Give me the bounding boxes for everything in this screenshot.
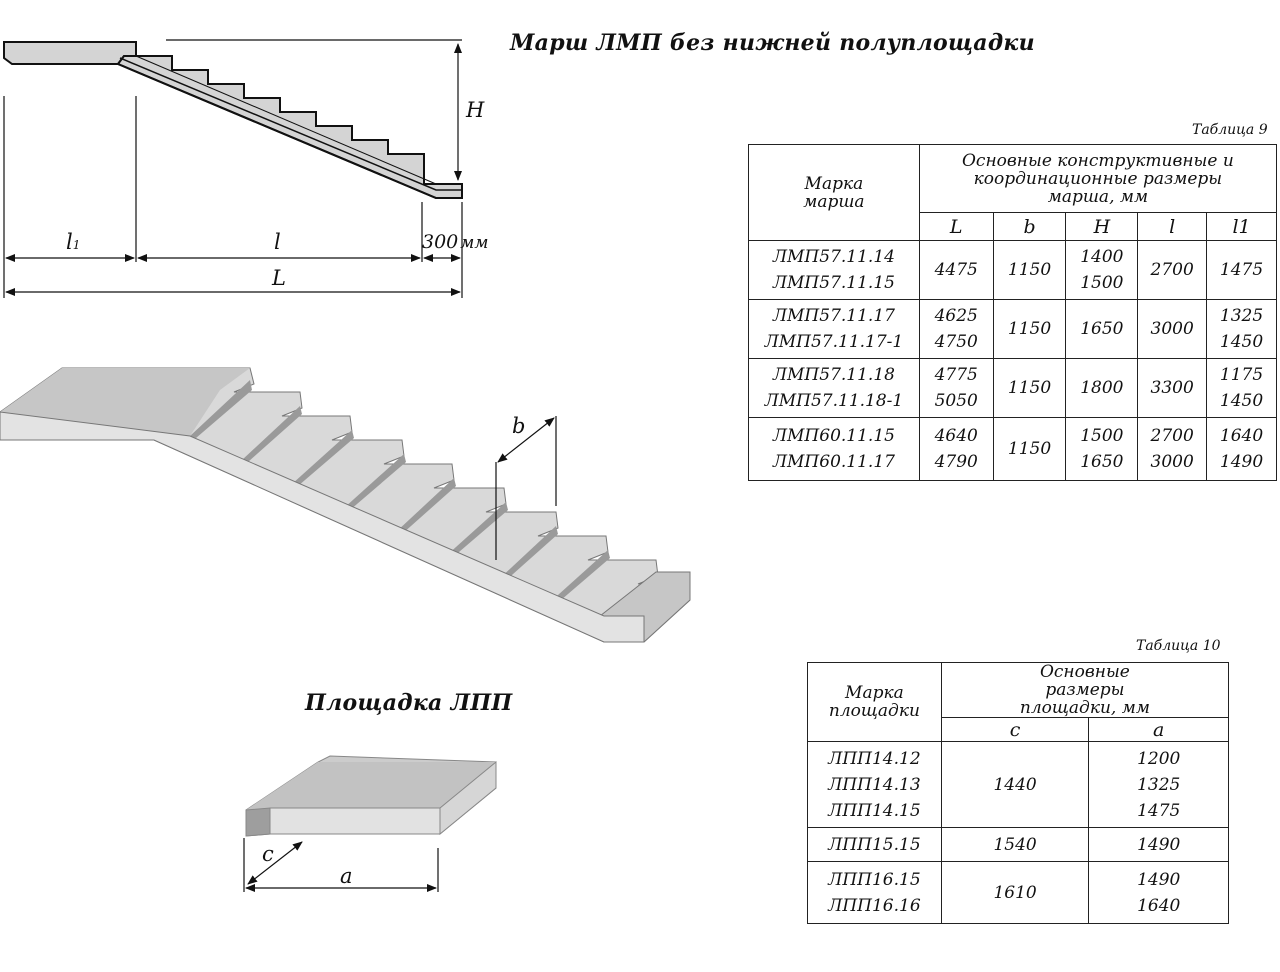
table10-col-c: c (941, 718, 1089, 742)
table10-caption: Таблица 10 (1136, 638, 1221, 654)
cell-a (1089, 862, 1229, 924)
table9-col-l: l (1138, 213, 1207, 241)
cell-value: 2700 (1150, 260, 1194, 280)
cell-value: 1175 (1219, 365, 1264, 385)
march-3d-drawing (0, 368, 690, 642)
cell-value: 1650 (1080, 452, 1124, 472)
cell-value: 1490 (1137, 869, 1181, 890)
table-row (808, 742, 1229, 828)
cell-value: 1490 (1137, 834, 1181, 855)
cell-value: 1490 (1219, 452, 1264, 472)
cell-value: ЛПП16.16 (828, 895, 921, 916)
landing-3d-drawing (244, 756, 496, 892)
cell-a (1089, 828, 1229, 862)
cell-value: 3000 (1150, 452, 1194, 472)
cell-value: 1440 (993, 774, 1037, 795)
cell-l1 (1207, 300, 1277, 359)
cell-mark (749, 300, 920, 359)
table9-head-mark: Марка марша (749, 145, 920, 241)
dim-H-label: H (466, 98, 485, 122)
table-row (749, 241, 1277, 300)
cell-value: ЛПП14.15 (828, 800, 921, 821)
table9-col-b: b (993, 213, 1066, 241)
table9-caption: Таблица 9 (1192, 122, 1268, 138)
cell-value: 1475 (1137, 800, 1181, 821)
dim-c-label: c (262, 842, 274, 866)
landing-title: Площадка ЛПП (305, 690, 513, 716)
cell-mark (808, 828, 942, 862)
cell-mark (749, 359, 920, 418)
cell-mark (808, 862, 942, 924)
cell-value: 1500 (1080, 273, 1124, 293)
cell-value: 1150 (1007, 439, 1052, 459)
cell-c (941, 742, 1089, 828)
cell-H (1066, 300, 1138, 359)
table-row (808, 828, 1229, 862)
table10-head-dims: Основные размеры площадки, мм (941, 663, 1228, 718)
march-section-drawing (4, 42, 462, 198)
dim-l1-label (66, 230, 80, 254)
cell-l (1138, 418, 1207, 481)
cell-value: 4750 (934, 332, 978, 352)
cell-value: ЛПП14.12 (828, 748, 921, 769)
cell-b (993, 418, 1066, 481)
cell-value: 3000 (1150, 319, 1194, 339)
cell-value: ЛМП57.11.17 (772, 306, 895, 326)
dim-offset-value: 300 (422, 231, 459, 253)
cell-value: 1450 (1219, 332, 1264, 352)
table10 (807, 662, 1229, 924)
cell-value: 1500 (1080, 426, 1124, 446)
cell-c (941, 862, 1089, 924)
dim-l1-subscript: 1 (72, 238, 81, 252)
cell-value: 4625 (934, 306, 978, 326)
cell-L (919, 241, 993, 300)
cell-value: 1800 (1080, 378, 1124, 398)
cell-value: 4475 (934, 260, 978, 280)
cell-value: 1150 (1007, 319, 1052, 339)
cell-value: ЛМП57.11.18-1 (764, 391, 904, 411)
cell-value: 5050 (934, 391, 978, 411)
cell-mark (808, 742, 942, 828)
cell-mark (749, 241, 920, 300)
cell-value: 1640 (1219, 426, 1264, 446)
table9-col-L: L (919, 213, 993, 241)
dim-offset-label (422, 231, 488, 253)
cell-value: 1640 (1137, 895, 1181, 916)
dim-b-label: b (512, 414, 526, 438)
cell-value: ЛПП15.15 (828, 834, 921, 855)
cell-value: 4775 (934, 365, 978, 385)
cell-value: ЛПП16.15 (828, 869, 921, 890)
cell-value: 1540 (993, 834, 1037, 855)
table-row (749, 359, 1277, 418)
cell-value: 1450 (1219, 391, 1264, 411)
cell-l (1138, 241, 1207, 300)
cell-value: 3300 (1150, 378, 1194, 398)
cell-value: 1150 (1007, 378, 1052, 398)
table-row (808, 862, 1229, 924)
cell-value: ЛМП60.11.17 (772, 452, 895, 472)
table9-col-l1: l1 (1207, 213, 1277, 241)
table-row (749, 418, 1277, 481)
table10-head-mark: Марка площадки (808, 663, 942, 742)
cell-L (919, 418, 993, 481)
table9-col-H: H (1066, 213, 1138, 241)
cell-L (919, 300, 993, 359)
march-title: Марш ЛМП без нижней полуплощадки (510, 30, 1035, 56)
cell-l (1138, 300, 1207, 359)
cell-value: ЛМП57.11.18 (772, 365, 895, 385)
dim-offset-unit: мм (460, 233, 489, 253)
cell-value: ЛМП60.11.15 (772, 426, 895, 446)
dim-L-label: L (272, 266, 286, 290)
dim-l1-base: l (66, 230, 73, 254)
cell-H (1066, 418, 1138, 481)
cell-l1 (1207, 418, 1277, 481)
cell-value: 1150 (1007, 260, 1052, 280)
cell-b (993, 300, 1066, 359)
dim-l-label: l (274, 230, 281, 254)
cell-value: 1610 (993, 882, 1037, 903)
cell-H (1066, 241, 1138, 300)
cell-l (1138, 359, 1207, 418)
cell-value: 1325 (1219, 306, 1264, 326)
cell-value: 2700 (1150, 426, 1194, 446)
cell-H (1066, 359, 1138, 418)
table9-body (749, 241, 1277, 481)
cell-b (993, 241, 1066, 300)
cell-value: 4640 (934, 426, 978, 446)
cell-value: ЛМП57.11.14 (772, 247, 895, 267)
table10-col-a: a (1089, 718, 1229, 742)
table-row (749, 300, 1277, 359)
cell-value: ЛПП14.13 (828, 774, 921, 795)
cell-a (1089, 742, 1229, 828)
table9 (748, 144, 1277, 481)
cell-value: 1475 (1219, 260, 1264, 280)
cell-c (941, 828, 1089, 862)
dim-a-label: a (340, 864, 353, 888)
cell-value: ЛМП57.11.17-1 (764, 332, 904, 352)
cell-l1 (1207, 241, 1277, 300)
cell-value: ЛМП57.11.15 (772, 273, 895, 293)
table10-body (808, 742, 1229, 924)
cell-value: 4790 (934, 452, 978, 472)
cell-b (993, 359, 1066, 418)
cell-L (919, 359, 993, 418)
cell-value: 1200 (1137, 748, 1181, 769)
table9-head-dims: Основные конструктивные и координационные размеры марша, мм (919, 145, 1276, 213)
cell-value: 1325 (1137, 774, 1181, 795)
cell-mark (749, 418, 920, 481)
cell-l1 (1207, 359, 1277, 418)
cell-value: 1650 (1080, 319, 1124, 339)
cell-value: 1400 (1080, 247, 1124, 267)
